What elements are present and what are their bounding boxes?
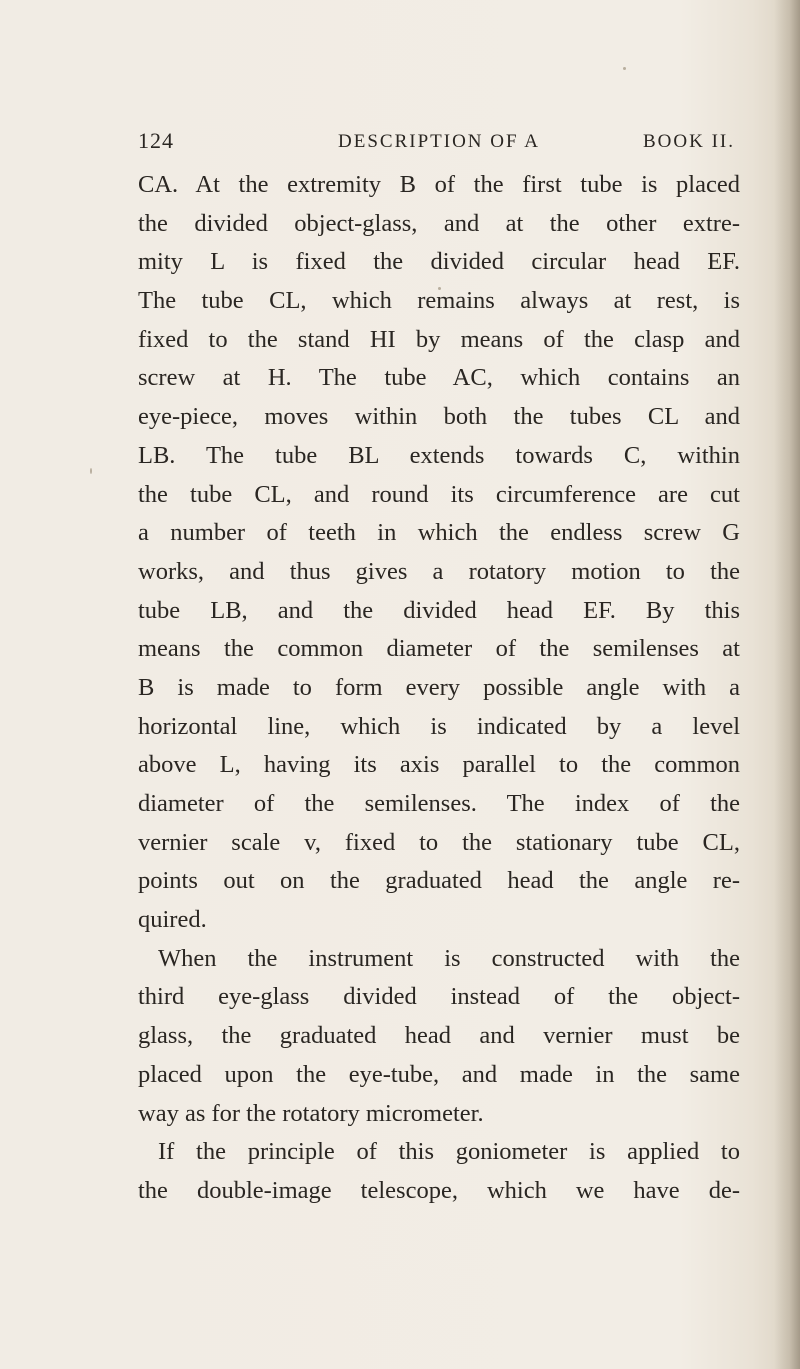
text-line: eye-piece, moves within both the tubes CL and [138, 403, 740, 431]
text-line: means the common diameter of the semilenses at [138, 635, 740, 663]
text-line: the double-image telescope, which we have de- [138, 1176, 740, 1204]
paper-speck [623, 67, 626, 70]
text-line: the divided object-glass, and at the other extre- [138, 209, 740, 237]
text-line: screw at H. The tube AC, which contains an [138, 364, 740, 392]
body-text [138, 166, 740, 1211]
book-label: BOOK II. [643, 131, 735, 152]
running-title: DESCRIPTION OF A [338, 131, 540, 152]
text-line: tube LB, and the divided head EF. By this [138, 596, 740, 624]
running-header [138, 128, 735, 158]
text-line: B is made to form every possible angle with a [138, 673, 740, 701]
text-line: a number of teeth in which the endless screw G [138, 519, 740, 547]
text-line: glass, the graduated head and vernier must be [138, 1022, 740, 1050]
text-line: horizontal line, which is indicated by a level [138, 712, 740, 740]
text-line: The tube CL, which remains always at rest, is [138, 287, 740, 315]
text-line: third eye-glass divided instead of the object- [138, 983, 740, 1011]
paper-speck [90, 468, 92, 474]
text-line: works, and thus gives a rotatory motion to the [138, 557, 740, 585]
text-line: If the principle of this goniometer is applied to [158, 1138, 740, 1166]
text-line: placed upon the eye-tube, and made in the same [138, 1060, 740, 1088]
text-line: vernier scale v, fixed to the stationary tube CL, [138, 828, 740, 856]
text-line: fixed to the stand HI by means of the clasp and [138, 325, 740, 353]
text-line: mity L is fixed the divided circular head EF. [138, 248, 740, 276]
text-line: quired. [138, 906, 207, 934]
page-number: 124 [138, 128, 174, 153]
text-line: CA. At the extremity B of the first tube is placed [138, 171, 740, 198]
text-line: the tube CL, and round its circumference are cut [138, 480, 740, 508]
text-line: diameter of the semilenses. The index of the [138, 790, 740, 817]
text-line: When the instrument is constructed with the [158, 944, 740, 972]
text-line: points out on the graduated head the angle re- [138, 867, 740, 895]
text-line: above L, having its axis parallel to the common [138, 751, 740, 779]
text-line: way as for the rotatory micrometer. [138, 1099, 484, 1127]
page-edge-shadow [774, 0, 800, 1369]
text-line: LB. The tube BL extends towards C, within [138, 441, 740, 469]
